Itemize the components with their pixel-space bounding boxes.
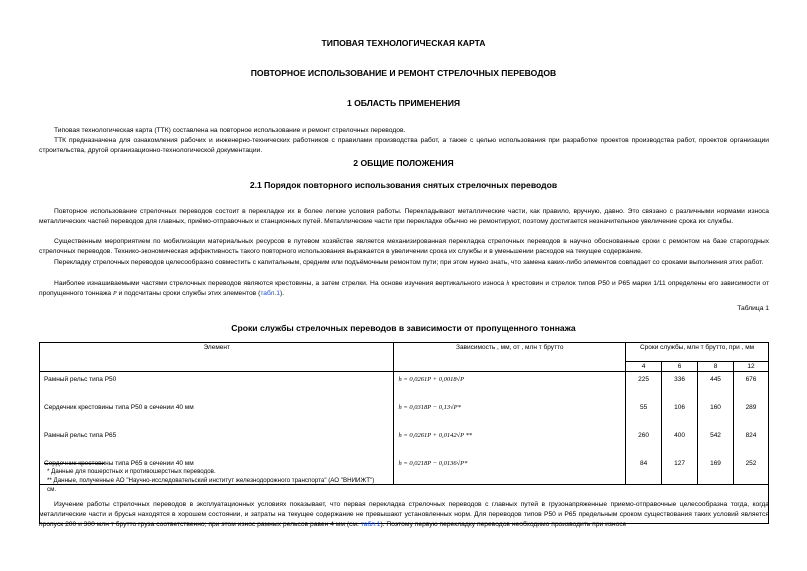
table-row xyxy=(40,400,769,428)
footnote-1: * Данные для пошерстных и противошерстных переводов. xyxy=(47,468,216,475)
document-title: ТИПОВАЯ ТЕХНОЛОГИЧЕСКАЯ КАРТА xyxy=(321,38,486,48)
row-value: 106 xyxy=(662,400,698,428)
row-value: 824 xyxy=(734,428,769,456)
row-value: 127 xyxy=(662,456,698,485)
header-element: Элемент xyxy=(40,343,394,372)
row-formula: h = 0,0218P − 0,0136√P* xyxy=(394,456,626,485)
row-value: 252 xyxy=(734,456,769,485)
row-value: 160 xyxy=(698,400,734,428)
row-formula: h = 0,0261P + 0,0018√P xyxy=(394,372,626,401)
table-caption: Сроки службы стрелочных переводов в зависимости от пропущенного тоннажа xyxy=(231,323,576,333)
header-service-life: Сроки службы, млн т брутто, при , мм xyxy=(626,343,769,362)
table-number: Таблица 1 xyxy=(737,305,769,312)
row-formula: h = 0,0261P + 0,0142√P ** xyxy=(394,428,626,456)
row-element: Сердечник крестовины типа Р50 в сечении 40 мм xyxy=(40,400,394,428)
section2-paragraph-1: Повторное использование стрелочных переводов состоит в перекладке их в более легкие условия работы. Перекладывают металлические части, как правило, вручную, давно. Это связано с различными нормами износа металлических частей переводов для главных, приёмо-отправочных и станционных путей. Металлические части при перекладке обычно не ремонтируют, поэтому достигается незначительное увеличение срока их службы. xyxy=(39,208,769,225)
closing-paragraph: Изучение работы стрелочных переводов в эксплуатационных условиях показывает, что первая перекладка стрелочных переводов с главных путей в грузонапряженные приемо-отправочные целесообразна тогда, когда металлические части и брусья находятся в хорошем состоянии, и затраты на текущее содержание не превышают установленных норм. Для переводов типов Р50 и Р65 предельным сроком существования таких условий является пропуск 200 и 300 млн т брутто груза соответственно; при этом износ рамных рельсов равен 4 мм (см. табл.1). Поэтому первую перекладку переводов необходимо производить при износе xyxy=(39,501,769,528)
wear-value: 6 xyxy=(662,362,698,372)
section1-paragraph-1: Типовая технологическая карта (ТТК) составлена на повторное использование и ремонт стрелочных переводов. xyxy=(54,127,406,134)
service-life-table xyxy=(39,342,769,524)
table1-link[interactable]: табл.1 xyxy=(260,290,281,297)
row-value: 84 xyxy=(626,456,662,485)
row-value: 55 xyxy=(626,400,662,428)
row-formula: h = 0,0318P − 0,13√P* xyxy=(394,400,626,428)
table-row xyxy=(40,372,769,401)
tonnage-symbol-icon: P xyxy=(113,291,117,297)
wear-symbol-icon: h xyxy=(506,281,510,287)
row-element: Сердечник крестовины типа Р65 в сечении 40 мм xyxy=(40,456,394,485)
section2-paragraph-4: Наиболее изнашиваемыми частями стрелочных переводов являются крестовины, а затем стрелки. На основе изучения вертикального износа h крестовин и стрелок типов Р50 и Р65 марки 1/11 определены его зависимости от пропущенного тоннажа P и подсчитаны сроки службы этих элементов (табл.1). xyxy=(39,280,770,297)
row-value: 260 xyxy=(626,428,662,456)
row-value: 445 xyxy=(698,372,734,401)
row-value: 400 xyxy=(662,428,698,456)
row-element: Рамный рельс типа Р50 xyxy=(40,372,394,401)
row-value: 542 xyxy=(698,428,734,456)
footnote-separator xyxy=(44,463,104,464)
header-dependency: Зависимость , мм, от , млн т брутто xyxy=(394,343,626,372)
row-value: 225 xyxy=(626,372,662,401)
wear-value: 4 xyxy=(626,362,662,372)
wear-value: 8 xyxy=(698,362,734,372)
footnote-3: см. xyxy=(47,486,57,493)
section2-paragraph-2: Существенным мероприятием по мобилизации материальных ресурсов в путевом хозяйстве является механизированная перекладка стрелочных переводов в научно обоснованные сроки с ремонтом на базе старогодных стрелочных переводов. Технико-экономическая эффективность такого повторного использования выражается в увеличении срока их службы и в уменьшении расходов на текущее содержание. xyxy=(39,238,769,255)
wear-value: 12 xyxy=(734,362,769,372)
row-value: 289 xyxy=(734,400,769,428)
section2-heading: 2 ОБЩИЕ ПОЛОЖЕНИЯ xyxy=(353,158,454,168)
section2-paragraph-3: Перекладку стрелочных переводов целесообразно совместить с капитальным, средним или подъёмочным ремонтом пути; при этом нужно знать, что замена каких-либо элементов совпадает со сроками выполнения этих работ. xyxy=(54,259,764,266)
row-element: Рамный рельс типа Р65 xyxy=(40,428,394,456)
row-value: 336 xyxy=(662,372,698,401)
section2-subheading: 2.1 Порядок повторного использования снятых стрелочных переводов xyxy=(249,180,558,190)
table1-link-2[interactable]: табл.1 xyxy=(360,521,381,528)
table-row xyxy=(40,428,769,456)
document-subtitle: ПОВТОРНОЕ ИСПОЛЬЗОВАНИЕ И РЕМОНТ СТРЕЛОЧНЫХ ПЕРЕВОДОВ xyxy=(250,68,557,78)
row-value: 676 xyxy=(734,372,769,401)
row-value: 169 xyxy=(698,456,734,485)
footnote-2: ** Данные, полученные АО "Научно-исследовательский институт железнодорожного транспорта" (АО "ВНИИЖТ") xyxy=(47,477,375,484)
section1-heading: 1 ОБЛАСТЬ ПРИМЕНЕНИЯ xyxy=(346,98,461,108)
section1-paragraph-2: ТТК предназначена для ознакомления рабочих и инженерно-технических работников с правилами производства работ, а также с целью использования при разработке проектов производства работ, проектов организации строительства, другой организационно-технологической документации. xyxy=(39,137,769,154)
